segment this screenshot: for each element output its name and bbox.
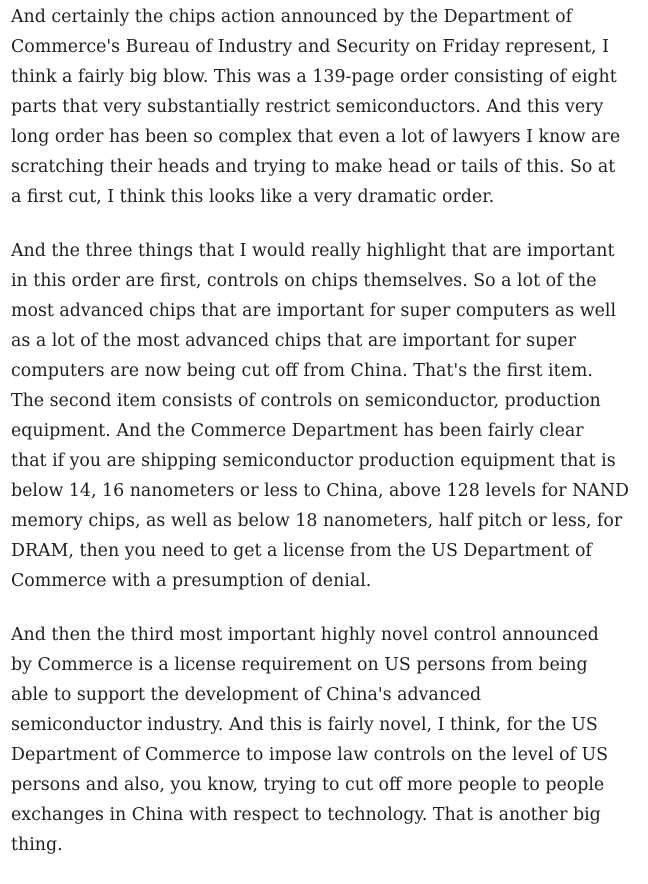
text-line: in this order are first, controls on chips themselves. So a lot of the (11, 271, 597, 291)
text-line: that if you are shipping semiconductor production equipment that is (11, 451, 616, 471)
text-line: exchanges in China with respect to technology. That is another big (11, 805, 601, 825)
paragraph-three-things (11, 236, 645, 596)
article-body (11, 2, 645, 884)
text-line: Commerce's Bureau of Industry and Security on Friday represent, I (11, 37, 609, 57)
text-line: thing. (11, 835, 63, 855)
text-line: by Commerce is a license requirement on US persons from being (11, 655, 588, 675)
text-line: Commerce with a presumption of denial. (11, 571, 372, 591)
text-line: DRAM, then you need to get a license from the US Department of (11, 541, 592, 561)
text-line: And the three things that I would really highlight that are important (11, 241, 615, 261)
text-line: memory chips, as well as below 18 nanometers, half pitch or less, for (11, 511, 623, 531)
text-line: Department of Commerce to impose law controls on the level of US (11, 745, 609, 765)
text-line: equipment. And the Commerce Department has been fairly clear (11, 421, 584, 441)
text-line: The second item consists of controls on semiconductor, production (11, 391, 601, 411)
text-line: parts that very substantially restrict semiconductors. And this very (11, 97, 604, 117)
text-line: And certainly the chips action announced by the Department of (11, 7, 573, 27)
text-line: semiconductor industry. And this is fairly novel, I think, for the US (11, 715, 598, 735)
text-line: a first cut, I think this looks like a very dramatic order. (11, 187, 495, 207)
text-line: scratching their heads and trying to make head or tails of this. So at (11, 157, 616, 177)
text-line: able to support the development of China's advanced (11, 685, 482, 705)
text-line: as a lot of the most advanced chips that are important for super (11, 331, 577, 351)
paragraph-third-control (11, 620, 645, 860)
text-line: And then the third most important highly novel control announced (11, 625, 599, 645)
text-line: below 14, 16 nanometers or less to China, above 128 levels for NAND (11, 481, 630, 501)
text-line: most advanced chips that are important for super computers as well (11, 301, 617, 321)
text-line: persons and also, you know, trying to cut off more people to people (11, 775, 605, 795)
paragraph-chips-action (11, 2, 645, 212)
text-line: think a fairly big blow. This was a 139-page order consisting of eight (11, 67, 617, 87)
text-line: long order has been so complex that even a lot of lawyers I know are (11, 127, 621, 147)
text-line: computers are now being cut off from China. That's the first item. (11, 361, 593, 381)
